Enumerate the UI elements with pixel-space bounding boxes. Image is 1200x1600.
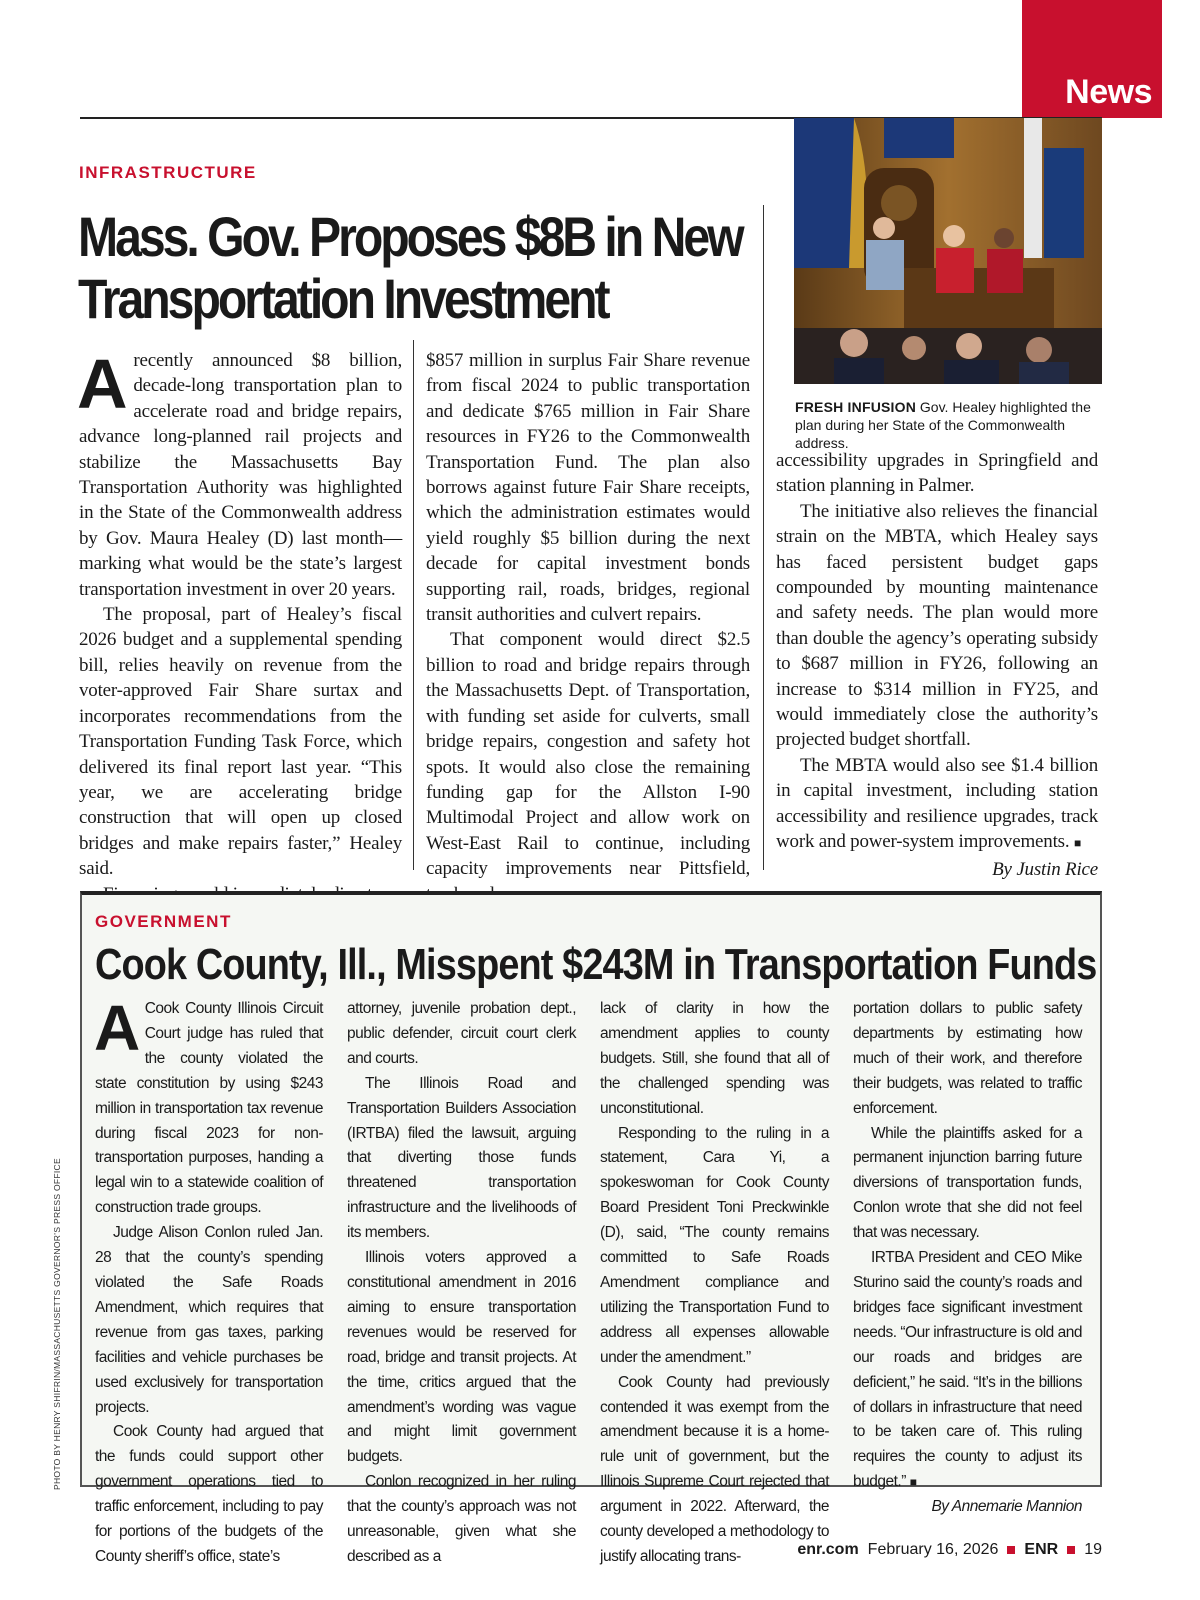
headline-line1: Mass. Gov. Proposes $8B in New [78,205,742,268]
paragraph: The proposal, part of Healey’s fiscal 2026 budget and a supplemental spending bill, relies heavily on revenue from the voter-approved Fair Share surtax and incorporates recommendations from the Transportation Funding Task Force, which delivered its final report last year. “This year, we are accelerating bridge construction that will open up closed bridges and make repairs faster,” Healey said. [79,604,402,880]
footer-date: February 16, 2026 [867,1541,999,1558]
article1-kicker: INFRASTRUCTURE [79,163,257,182]
dropcap: A [94,992,140,1064]
photo-credit: PHOTO BY HENRY SHIFRIN/MASSACHUSETTS GOVERNOR’S PRESS OFFICE [52,1158,62,1490]
paragraph: The initiative also relieves the financial strain on the MBTA, which Healey says has faced persistent budget gaps compounded by mounting maintenance and safety needs. The plan would more than double the agency’s operating subsidy to $687 million in FY26, following an increase to $314 million in FY25, and would immediately close the authority’s projected budget shortfall. [776,500,1098,751]
paragraph: The Illinois Road and Transportation Builders Association (IRTBA) filed the lawsuit, arguing that diverting those funds threatened transportation infrastructure and the livelihoods of its members. [347,1074,576,1242]
paragraph: Illinois voters approved a constitutional amendment in 2016 aiming to ensure transportation revenues would be reserved for road, bridge and transit projects. At the time, critics argued that the amendment’s wording was vague and might limit government budgets. [347,1249,576,1466]
caption-label: FRESH INFUSION [795,399,917,415]
page-number: 19 [1084,1541,1102,1558]
photo-caption [795,398,1101,452]
headline-line2: Transportation Investment [78,267,608,330]
section-tab-label: News [1065,73,1152,111]
separator-square-icon [1067,1546,1075,1554]
paragraph: $857 million in surplus Fair Share revenue from fiscal 2024 to public transportation and dedicate $765 million in Fair Share resources in FY26 to the Commonwealth Transportation Fund. The plan also borrows against future Fair Share receipts, which the administration estimates would yield roughly $5 billion during the next decade for capital investment bonds supporting rail, roads, bridges, regional transit authorities and culvert repairs. [426,350,750,626]
article2-headline: Cook County, Ill., Misspent $243M in Transportation Funds [95,940,1097,989]
paragraph: IRTBA President and CEO Mike Sturino said the county’s roads and bridges face significant investment needs. “Our infrastructure is old and our roads and bridges are deficient,” he said. “It’s in the billions of dollars in infrastructure that need to be taken care of. This ruling requires the county to adjust its budget.” ■ [853,1249,1082,1491]
article2-kicker: GOVERNMENT [95,912,232,931]
article1-col2 [426,348,750,907]
end-mark: ■ [909,1475,917,1490]
article2-col4 [853,997,1082,1520]
article2-col3 [600,997,829,1570]
paragraph: Conlon recognized in her ruling that the county’s approach was not unreasonable, given what she described as a [347,1473,576,1565]
column-divider [763,205,764,870]
article1-col1 [77,345,402,907]
governor-address-photo [794,118,1102,384]
section-tab [1022,0,1162,118]
paragraph: attorney, juvenile probation dept., public defender, circuit court clerk and courts. [347,1000,576,1067]
byline: By Annemarie Mannion [931,1498,1082,1516]
article1-headline [78,205,742,330]
paragraph: While the plaintiffs asked for a permanent injunction barring future diversions of transportation funds, Conlon wrote that she did not feel that was necessary. [853,1124,1082,1242]
paragraph: portation dollars to public safety departments by estimating how much of their work, and therefore their budgets, was related to traffic enforcement. [853,1000,1082,1117]
article1-col3 [776,448,1098,882]
dropcap: A [77,345,128,423]
paragraph: The MBTA would also see $1.4 billion in capital investment, including station accessibility and resilience upgrades, track work and power-system improvements. ■ [776,754,1098,853]
byline: By Justin Rice [992,858,1098,880]
footer-brand: ENR [1024,1541,1059,1558]
column-divider [413,340,414,870]
article2-col1 [94,992,323,1570]
article2-col2 [347,997,576,1570]
paragraph: Judge Alison Conlon ruled Jan. 28 that the county’s spending violated the Safe Roads Amendment, which requires that revenue from gas taxes, parking facilities and vehicle purchases be used exclusively for transportation projects. [95,1224,323,1416]
paragraph: accessibility upgrades in Springfield and station planning in Palmer. [776,450,1098,497]
end-mark: ■ [1073,836,1082,851]
paragraph: Responding to the ruling in a statement, Cara Yi, a spokeswoman for Cook County Board President Toni Preckwinkle (D), said, “The county remains committed to Safe Roads Amendment compliance and utilizing the Transportation Fund to address all expenses allowable under the amendment.” [600,1124,829,1366]
caption-text: Gov. Healey highlighted the plan during her State of the Commonwealth address. [795,399,1091,451]
paragraph: A Cook County Illinois Circuit Court judge has ruled that the county violated the state constitution by using $243 million in transportation tax revenue during fiscal 2023 for non-transportation purposes, handing a legal win to a statewide coalition of construction trade groups. [94,992,323,1217]
page-footer [797,1541,1102,1559]
paragraph: Cook County had argued that the funds could support other government operations tied to traffic enforcement, including to pay for portions of the budgets of the County sheriff’s office, state’s [95,1423,323,1565]
paragraph: Cook County had previously contended it was exempt from the amendment because it is a home-rule unit of government, but the Illinois Supreme Court rejected that argument in 2022. Afterward, the county developed a methodology to justify allocating trans- [600,1373,829,1565]
separator-square-icon [1007,1546,1015,1554]
photo-illustration [794,118,1102,384]
paragraph: lack of clarity in how the amendment applies to county budgets. Still, she found that all of the challenged spending was unconstitutional. [600,1000,829,1117]
footer-site: enr.com [797,1541,859,1558]
paragraph: Arecently announced $8 billion, decade-long transportation plan to accelerate road and bridge repairs, advance long-planned rail projects and stabilize the Massachusetts Bay Transportation Authority was highlighted in the State of the Commonwealth address by Gov. Maura Healey (D) last month—marking what would be the state’s largest transportation investment in over 20 years. [77,345,402,600]
paragraph: That component would direct $2.5 billion to road and bridge repairs through the Massachusetts Dept. of Transportation, with funding set aside for culverts, small bridge repairs, congestion and safety hot spots. It would also close the remaining funding gap for the Allston I-90 Multimodal Project and allow work on West-East Rail to continue, including capacity improvements near Pittsfield, [426,629,750,880]
